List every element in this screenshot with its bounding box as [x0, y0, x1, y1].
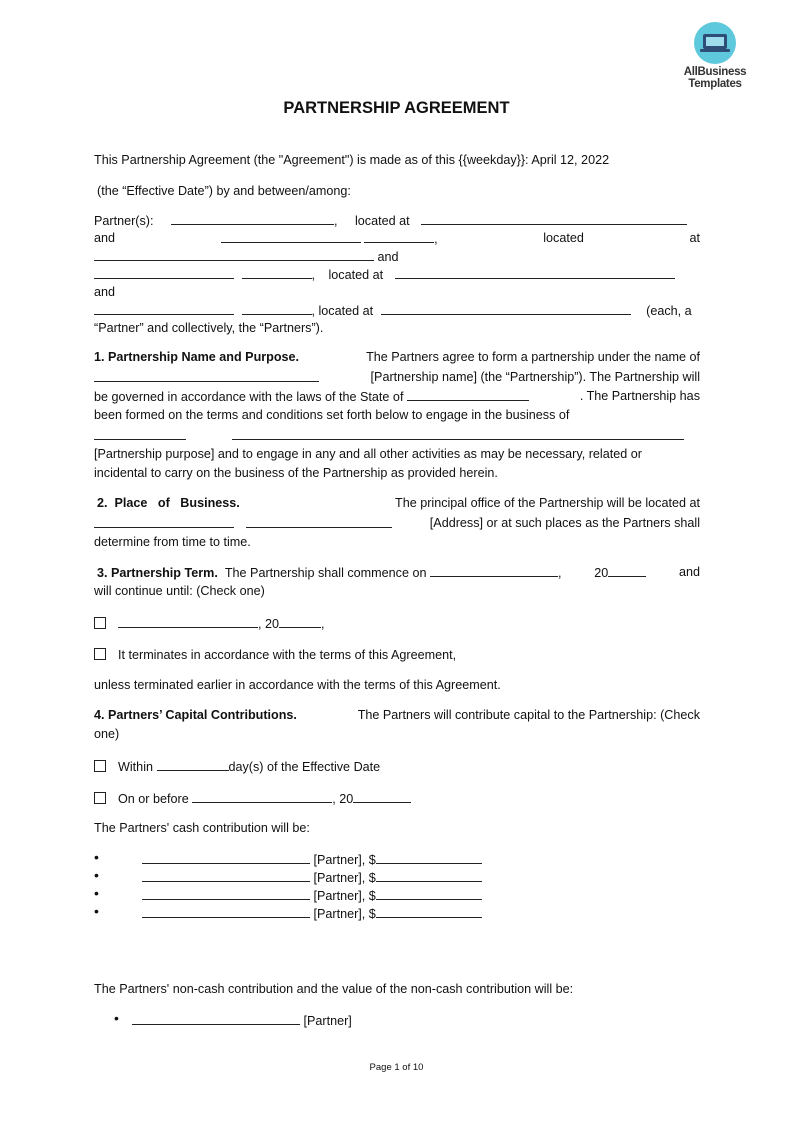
partner-2-name-blank[interactable] — [221, 230, 361, 243]
section-3-line-1: 3. Partnership Term. The Partnership shall commence on , 20 and — [97, 565, 700, 580]
bullet-icon: • — [94, 867, 99, 883]
intro-line-1: This Partnership Agreement (the "Agreement") is made as of this {{weekday}}: April 12, 2022 — [94, 153, 610, 167]
section-3-line-2: will continue until: (Check one) — [94, 584, 265, 598]
partner-name-blank[interactable] — [142, 869, 310, 882]
section-1-line-4: been formed on the terms and conditions set forth below to engage in the business of — [94, 408, 570, 422]
partner-4-address-blank[interactable] — [381, 302, 631, 315]
section-1-line-7: incidental to carry on the business of the Partnership as provided herein. — [94, 466, 498, 480]
section-2-heading: 2. Place of Business. — [97, 496, 240, 510]
within-days-checkbox[interactable] — [94, 760, 106, 772]
cash-contribution-row: [Partner], $ — [142, 887, 542, 904]
cash-contribution-row: [Partner], $ — [142, 851, 542, 868]
term-end-date-blank[interactable] — [118, 615, 258, 628]
noncash-contribution-intro: The Partners' non-cash contribution and the value of the non-cash contribution will be: — [94, 982, 574, 996]
page-number: Page 1 of 10 — [369, 1062, 424, 1073]
bullet-icon: • — [114, 1010, 119, 1026]
section-1-line-3: be governed in accordance with the laws of the State of . The Partnership has — [94, 389, 700, 404]
partner-name-blank[interactable] — [132, 1012, 300, 1025]
state-blank[interactable] — [407, 388, 529, 401]
cash-amount-blank[interactable] — [376, 887, 482, 900]
section-1-line-1: 1. Partnership Name and Purpose. The Partners agree to form a partnership under the name of — [94, 350, 700, 364]
bullet-icon: • — [94, 885, 99, 901]
cash-contribution-row: [Partner], $ — [142, 869, 542, 886]
section-1-line-6: [Partnership purpose] and to engage in any and all other activities as may be necessary, related or — [94, 447, 642, 461]
laptop-logo-icon — [694, 22, 736, 64]
cash-amount-blank[interactable] — [376, 851, 482, 864]
term-terminates-checkbox[interactable] — [94, 648, 106, 660]
before-date-blank[interactable] — [192, 790, 332, 803]
days-blank[interactable] — [157, 758, 229, 771]
commence-year-blank[interactable] — [608, 564, 646, 577]
parties-line-5: and — [94, 285, 116, 299]
before-year-blank[interactable] — [353, 790, 411, 803]
partner-2-address-blank[interactable] — [94, 248, 374, 261]
address-blank-1[interactable] — [94, 515, 234, 528]
parties-line-6: , located at (each, a — [94, 302, 700, 319]
partner-3-name-blank-2[interactable] — [242, 266, 312, 279]
term-date-checkbox[interactable] — [94, 617, 106, 629]
cash-amount-blank[interactable] — [376, 905, 482, 918]
logo-text: AllBusiness Templates — [683, 66, 747, 90]
partner-name-blank[interactable] — [142, 887, 310, 900]
partner-1-name-blank[interactable] — [171, 212, 334, 225]
partnership-name-blank[interactable] — [94, 369, 319, 382]
parties-line-4: , located at — [94, 266, 700, 283]
parties-line-3: and — [94, 248, 700, 265]
section-4-heading: 4. Partners’ Capital Contributions. — [94, 708, 297, 722]
commence-date-blank[interactable] — [430, 564, 558, 577]
section-2-line-3: determine from time to time. — [94, 535, 251, 549]
partner-1-address-blank[interactable] — [421, 212, 687, 225]
section-1-line-5 — [94, 427, 700, 444]
allbusiness-templates-logo — [680, 22, 750, 90]
section-2-line-2: [Address] or at such places as the Partners shall — [94, 515, 700, 532]
parties-line-1: Partner(s): , located at — [94, 212, 700, 229]
term-end-year-blank[interactable] — [279, 615, 321, 628]
on-or-before-checkbox[interactable] — [94, 792, 106, 804]
section-3-heading: 3. Partnership Term. — [97, 566, 218, 580]
section-4-line-1: 4. Partners’ Capital Contributions. The Partners will contribute capital to the Partnership: (Check — [94, 708, 700, 722]
term-option-1: , 20 , — [94, 615, 700, 632]
section-1-line-2: [Partnership name] (the “Partnership”). The Partnership will — [94, 369, 700, 385]
partner-name-blank[interactable] — [142, 851, 310, 864]
business-blank-1[interactable] — [94, 427, 186, 440]
partner-3-name-blank[interactable] — [94, 266, 234, 279]
term-option-2: It terminates in accordance with the terms of this Agreement, — [94, 647, 700, 663]
parties-line-2: and , located at — [94, 231, 700, 246]
section-2-line-1: 2. Place of Business. The principal office of the Partnership will be located at — [97, 496, 700, 510]
section-4-line-2: one) — [94, 727, 120, 741]
partner-name-blank[interactable] — [142, 905, 310, 918]
partner-4-name-blank[interactable] — [94, 302, 234, 315]
parties-line-7: “Partner” and collectively, the “Partners”). — [94, 321, 324, 335]
address-blank-2[interactable] — [246, 515, 392, 528]
partner-4-name-blank-2[interactable] — [242, 302, 312, 315]
document-title: PARTNERSHIP AGREEMENT — [283, 99, 510, 117]
noncash-contribution-row: [Partner] — [132, 1012, 532, 1029]
section-1-heading: 1. Partnership Name and Purpose. — [94, 350, 300, 364]
cash-amount-blank[interactable] — [376, 869, 482, 882]
business-blank-2[interactable] — [232, 427, 684, 440]
partner-2-name-blank-2[interactable] — [364, 230, 434, 243]
cash-contribution-row: [Partner], $ — [142, 905, 542, 922]
section-3-after: unless terminated earlier in accordance with the terms of this Agreement. — [94, 678, 501, 692]
bullet-icon: • — [94, 903, 99, 919]
bullet-icon: • — [94, 849, 99, 865]
contribution-option-1: Within day(s) of the Effective Date — [94, 758, 700, 775]
partner-3-address-blank[interactable] — [395, 266, 675, 279]
intro-line-2: (the “Effective Date”) by and between/among: — [97, 184, 351, 198]
cash-contribution-intro: The Partners' cash contribution will be: — [94, 821, 310, 835]
contribution-option-2: On or before , 20 — [94, 790, 700, 807]
